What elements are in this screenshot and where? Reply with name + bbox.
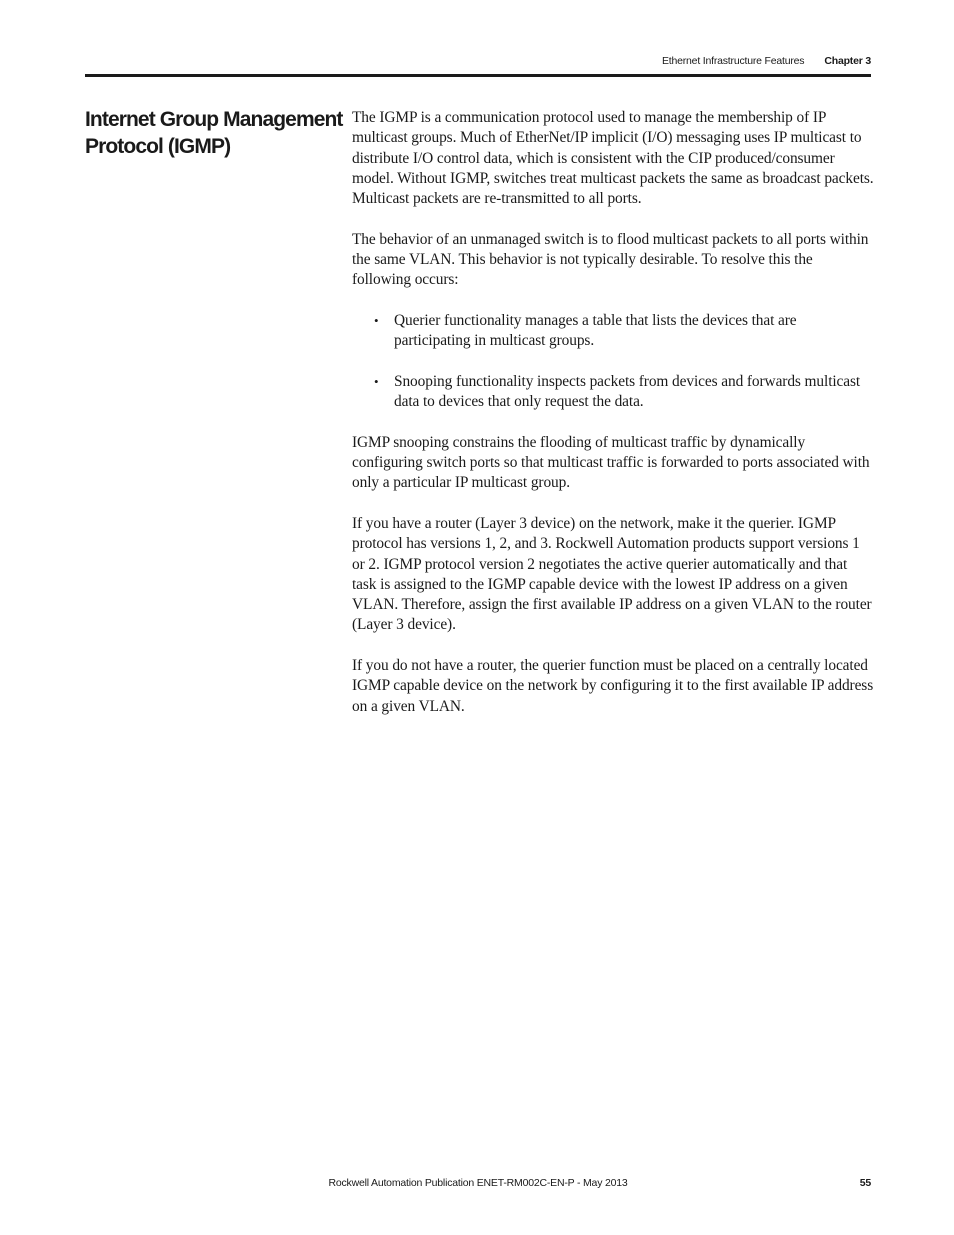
- running-header: [85, 53, 871, 69]
- body-text: [352, 108, 874, 737]
- body-paragraph: The IGMP is a communication protocol used to manage the membership of IP multicast groups. Much of EtherNet/IP implicit (I/O) messaging uses IP multicast to distribute I/O control data, which is consistent with the CIP produced/consumer model. Without IGMP, switches treat multicast packets the same as broadcast packets. Multicast packets are re-transmitted to all ports.: [352, 109, 874, 208]
- header-rule: [85, 74, 871, 77]
- section-title: Internet Group Management Protocol (IGMP): [85, 108, 343, 158]
- bullet-icon: •: [374, 312, 379, 328]
- header-section-name: Ethernet Infrastructure Features: [661, 55, 805, 67]
- footer-publication: Rockwell Automation Publication ENET-RM002C-EN-P - May 2013: [328, 1177, 628, 1189]
- body-paragraph: If you have a router (Layer 3 device) on the network, make it the querier. IGMP protocol has versions 1, 2, and 3. Rockwell Automation products support versions 1 or 2. IGMP protocol version 2 negotiates the active querier automatically and that task is assigned to the IGMP capable device with the lowest IP address on a given VLAN. Therefore, assign the first available IP address on a given VLAN to the router (Layer 3 device).: [352, 514, 872, 634]
- bullet-icon: •: [374, 373, 379, 389]
- list-item: [352, 311, 874, 352]
- body-paragraph: The behavior of an unmanaged switch is to flood multicast packets to all ports within the same VLAN. This behavior is not typically desirable. To resolve this the following occurs:: [352, 230, 869, 289]
- list-item-text: Querier functionality manages a table that lists the devices that are participating in multicast groups.: [394, 311, 797, 350]
- list-item-text: Snooping functionality inspects packets from devices and forwards multicast data to devices that only request the data.: [394, 372, 861, 411]
- body-paragraph: IGMP snooping constrains the flooding of multicast traffic by dynamically configuring switch ports so that multicast traffic is forwarded to ports associated with only a particular IP multicast group.: [352, 433, 870, 492]
- header-chapter-label: Chapter 3: [824, 55, 871, 67]
- page-number: 55: [859, 1177, 871, 1189]
- running-footer: [85, 1177, 871, 1193]
- list-item: [352, 372, 874, 413]
- body-paragraph: If you do not have a router, the querier function must be placed on a centrally located IGMP capable device on the network by configuring it to the first available IP address on a given VLAN.: [352, 657, 874, 715]
- bullet-list: [352, 311, 874, 412]
